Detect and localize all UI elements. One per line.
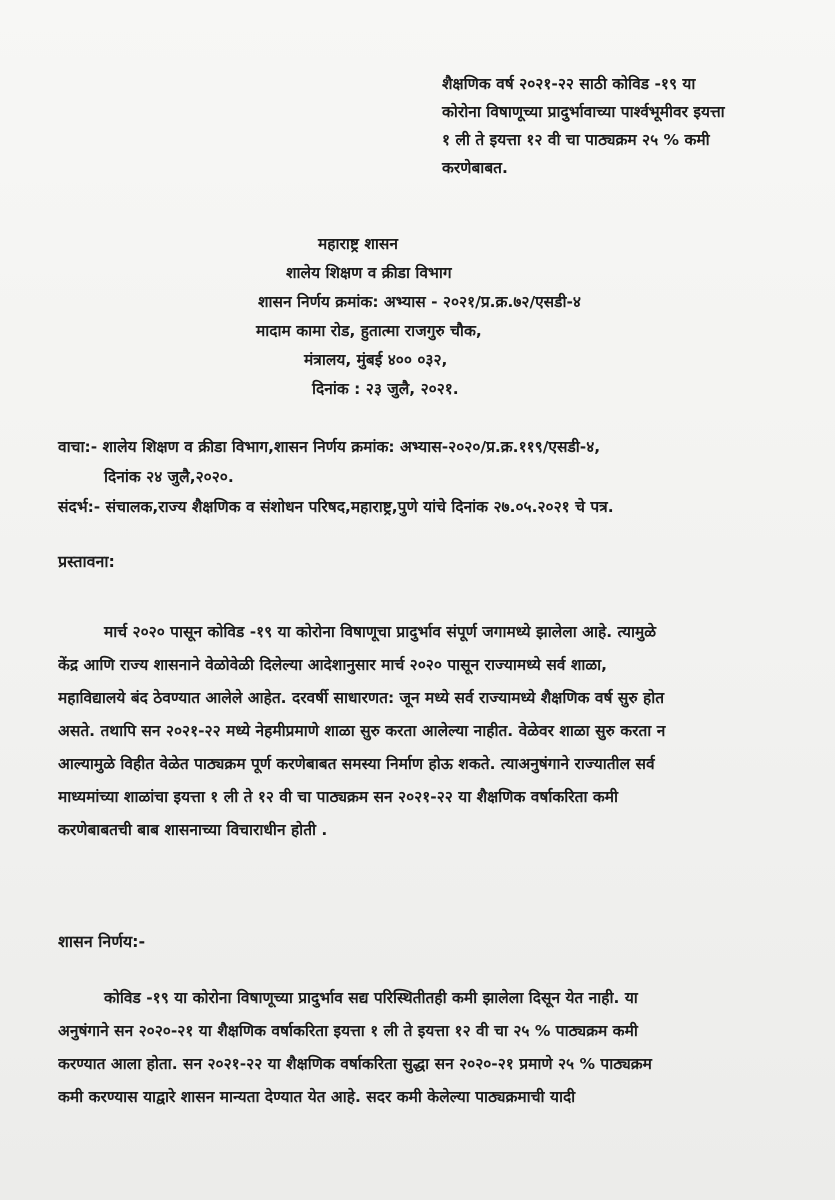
preamble-paragraph [58, 616, 810, 847]
paragraph-line: मार्च २०२० पासून कोविड -१९ या कोरोना विषाणूचा प्रादुर्भाव संपूर्ण जगामध्ये झालेला आहे. त्यामुळे [104, 623, 657, 641]
decision-paragraph [58, 982, 810, 1114]
subject-block [442, 70, 812, 182]
paragraph-line: अनुषंगाने सन २०२०-२१ या शैक्षणिक वर्षाकरिता इयत्ता १ ली ते इयत्ता १२ वी चा २५ % पाठ्यक्रम कमी [58, 1022, 638, 1040]
paragraph-line: माध्यमांच्या शाळांचा इयत्ता १ ली ते १२ वी चा पाठ्यक्रम सन २०२१-२२ या शैक्षणिक वर्षाकरिता कमी [58, 788, 619, 806]
government-name: महाराष्ट्र शासन [318, 235, 398, 253]
address-line-2: मंत्रालय, मुंबई ४०० ०३२, [304, 351, 448, 369]
read-reference-date: दिनांक २४ जुलै,२०२०. [104, 468, 234, 486]
department-name: शालेय शिक्षण व क्रीडा विभाग [286, 264, 452, 282]
paragraph-line: करण्यात आला होता. सन २०२१-२२ या शैक्षणिक वर्षाकरिता सुद्धा सन २०२०-२१ प्रमाणे २५ % पाठ्यक्रम [58, 1055, 652, 1073]
subject-line: शैक्षणिक वर्ष २०२१-२२ साठी कोविड -१९ या [442, 75, 696, 93]
paragraph-line: करणेबाबतची बाब शासनाच्या विचाराधीन होती . [58, 821, 328, 839]
reference-line: संदर्भ:- संचालक,राज्य शैक्षणिक व संशोधन परिषद,महाराष्ट्र,पुणे यांचे दिनांक २७.०५.२०२१ चे पत्र. [58, 498, 614, 516]
subject-line: करणेबाबत. [442, 159, 508, 177]
paragraph-line: आल्यामुळे विहीत वेळेत पाठ्यक्रम पूर्ण करणेबाबत समस्या निर्माण होऊ शकते. त्याअनुषंगाने राज्यातील सर्व [58, 755, 655, 773]
paragraph-line: केंद्र आणि राज्य शासनाने वेळोवेळी दिलेल्या आदेशानुसार मार्च २०२० पासून राज्यामध्ये सर्व शाळा, [58, 656, 608, 674]
issue-date: दिनांक : २३ जुलै, २०२१. [312, 380, 459, 398]
address-line-1: मादाम कामा रोड, हुतात्मा राजगुरु चौक, [256, 322, 482, 340]
preamble-title: प्रस्तावना: [58, 552, 115, 571]
paragraph-line: कमी करण्यास याद्वारे शासन मान्यता देण्यात येत आहे. सदर कमी केलेल्या पाठ्यक्रमाची यादी [58, 1088, 576, 1106]
read-reference: वाचा:- शालेय शिक्षण व क्रीडा विभाग,शासन निर्णय क्रमांक: अभ्यास-२०२०/प्र.क्र.११९/एसडी-४, [58, 438, 601, 456]
references-block [58, 432, 818, 522]
decision-title: शासन निर्णय:- [58, 932, 146, 951]
subject-line: कोरोना विषाणूच्या प्रादुर्भावाच्या पार्श्वभूमीवर इयत्ता [442, 103, 725, 121]
paragraph-line: असते. तथापि सन २०२१-२२ मध्ये नेहमीप्रमाणे शाळा सुरु करता आलेल्या नाहीत. वेळेवर शाळा सुरु करता न [58, 722, 666, 740]
paragraph-line: कोविड -१९ या कोरोना विषाणूच्या प्रादुर्भाव सद्य परिस्थितीतही कमी झालेला दिसून येत नाही. या [104, 989, 638, 1007]
subject-line: १ ली ते इयत्ता १२ वी चा पाठ्यक्रम २५ % कमी [442, 131, 710, 149]
paragraph-line: महाविद्यालये बंद ठेवण्यात आलेले आहेत. दरवर्षी साधारणत: जून मध्ये सर्व राज्यामध्ये शैक्षणिक वर्ष सुरु होत [58, 689, 665, 707]
gr-number: शासन निर्णय क्रमांक: अभ्यास - २०२१/प्र.क्र.७२/एसडी-४ [258, 293, 581, 311]
